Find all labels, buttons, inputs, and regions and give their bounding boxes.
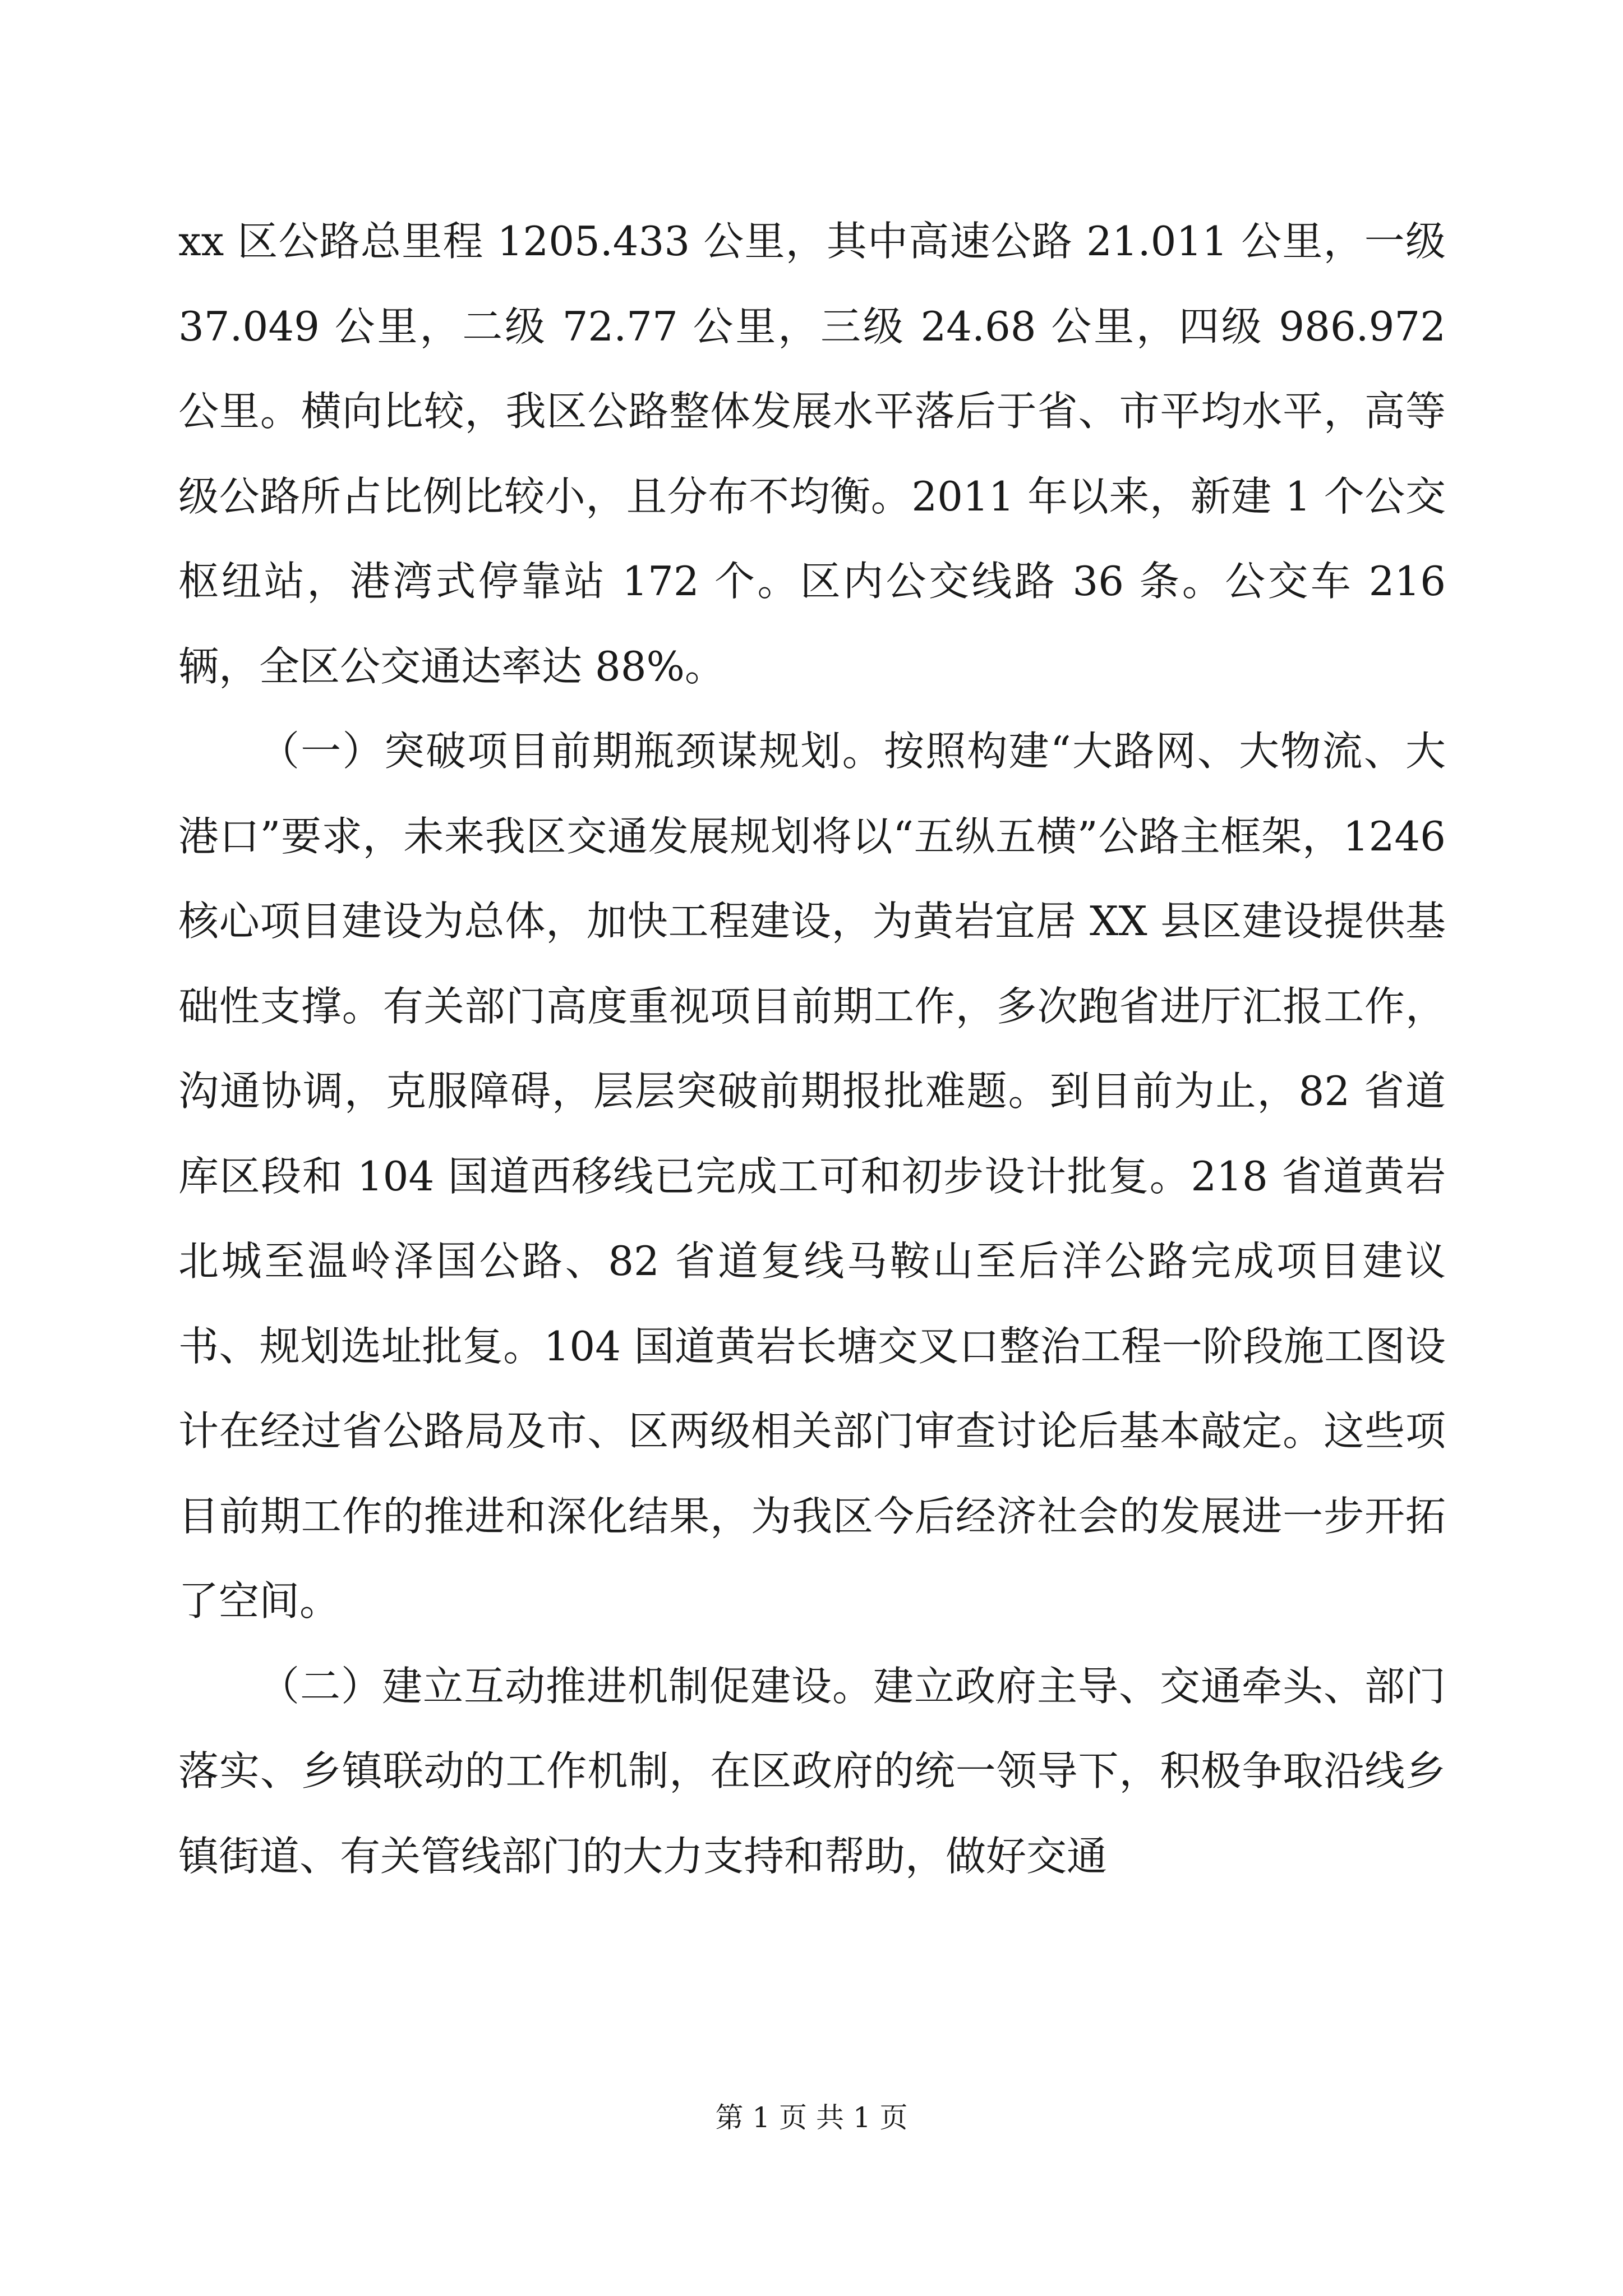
paragraph-planning: （一）突破项目前期瓶颈谋规划。按照构建“大路网、大物流、大港口”要求，未来我区交通发展规划将以“五纵五横”公路主框架，1246 核心项目建设为总体，加快工程建设，为黄岩宜居 XX 县区建设提供基础性支撑。有关部门高度重视项目前期工作，多次跑省进厅汇报工作，沟通协调，克服障碍，层层突破前期报批难题。到目前为止，82 省道库区段和 104 国道西移线已完成工可和初步设计批复。218 省道黄岩北城至温岭泽国公路、82 省道复线马鞍山至后洋公路完成项目建议书、规划选址批复。104 国道黄岩长塘交叉口整治工程一阶段施工图设计在经过省公路局及市、区两级相关部门审查讨论后基本敲定。这些项目前期工作的推进和深化结果，为我区今后经济社会的发展进一步开拓了空间。 — [178, 728, 1446, 1625]
paragraph-mileage-summary: xx 区公路总里程 1205.433 公里，其中高速公路 21.011 公里，一级 37.049 公里，二级 72.77 公里，三级 24.68 公里，四级 986.972 公里。横向比较，我区公路整体发展水平落后于省、市平均水平，高等级公路所占比例比较小，且分布不均衡。2011 年以来，新建 1 个公交枢纽站，港湾式停靠站 172 个。区内公交线路 36 条。公交车 216 辆，全区公交通达率达 88%。 — [178, 218, 1446, 690]
document-body — [178, 199, 1446, 1899]
page-footer: 第 1 页 共 1 页 — [715, 2101, 908, 2134]
paragraph-mechanism: （二）建立互动推进机制促建设。建立政府主导、交通牵头、部门落实、乡镇联动的工作机制，在区政府的统一领导下，积极争取沿线乡镇街道、有关管线部门的大力支持和帮助，做好交通 — [178, 1662, 1446, 1880]
